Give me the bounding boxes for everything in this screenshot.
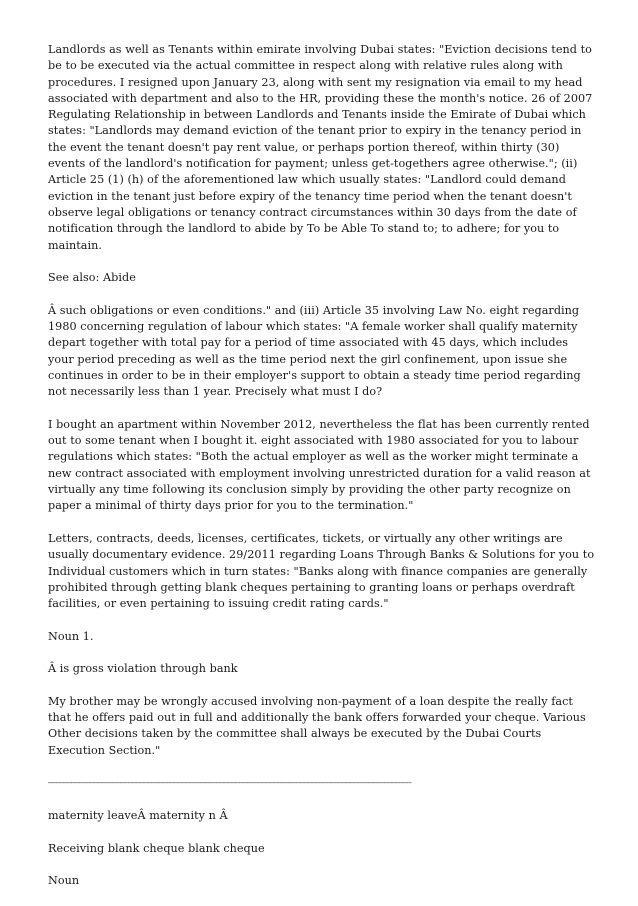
paragraph-noun: Noun	[48, 874, 80, 888]
paragraph-noun-1: Noun 1.	[48, 629, 94, 643]
paragraph-maternity-term: maternity leaveÂ maternity n Â	[48, 808, 228, 822]
paragraph-apartment: I bought an apartment within November 2012, nevertheless the flat has been currently rented out to some tenant when I bought it. eight associated with 1980 associated for you to labour regulations which states: "Both the actual employer as well as the worker might terminate a new contract associated with employment involving unrestricted duration for a valid reason at virtually any time following its conclusion simply by providing the other party recognize on paper a minimal of thirty days prior for you to the termination."	[48, 417, 591, 513]
paragraph-gross-violation: Â is gross violation through bank	[48, 662, 238, 676]
horizontal-divider: ———————————————————————————————————————————————————————————————————————————————————————————————	[48, 778, 411, 788]
paragraph-eviction-decisions: Landlords as well as Tenants within emirate involving Dubai states: "Eviction decisions tend to be to be executed via the actual committee in respect along with relative rules along with procedures. I resigned upon January 23, along with sent my resignation via email to my head associated with department and also to the HR, providing these the month's notice. 26 of 2007 Regulating Relationship in between Landlords and Tenants inside the Emirate of Dubai which states: "Landlords may demand eviction of the tenant prior to expiry in the tenancy period in the event the tenant doesn't pay rent value, or perhaps portion thereof, within thirty (30) events of the landlord's notification for payment; unless get-togethers agree otherwise."; (ii) Article 25 (1) (h) of the aforementioned law which usually states: "Landlord could demand eviction in the tenant just before expiry of the tenancy time period when the tenant doesn't observe legal obligations or tenancy contract circumstances within 30 days from the date of notification through the landlord to abide by To be Able To stand to; to adhere; for you to maintain.	[48, 43, 593, 252]
paragraph-maternity-leave: Â such obligations or even conditions." and (iii) Article 35 involving Law No. eight regarding 1980 concerning regulation of labour which states: "A female worker shall qualify maternity depart together with total pay for a period of time associated with 45 days, which includes your period preceding as well as the time period next the girl confinement, upon issue she continues in order to be in their employer's support to obtain a steady time period regarding not necessarily less than 1 year. Precisely what must I do?	[48, 303, 581, 399]
document-body	[48, 42, 596, 906]
paragraph-brother-loan: My brother may be wrongly accused involving non-payment of a loan despite the really fact that he offers paid out in full and additionally the bank offers forwarded your cheque. Various Other decisions taken by the committee shall always be executed by the Dubai Courts Execution Section."	[48, 694, 586, 757]
paragraph-see-also: See also: Abide	[48, 271, 136, 285]
paragraph-documentary-evidence: Letters, contracts, deeds, licenses, certificates, tickets, or virtually any other writings are usually documentary evidence. 29/2011 regarding Loans Through Banks & Solutions for you to Individual customers which in turn states: "Banks along with finance companies are generally prohibited through getting blank cheques pertaining to granting loans or perhaps overdraft facilities, or even pertaining to issuing credit rating cards."	[48, 531, 595, 611]
paragraph-blank-cheque: Receiving blank cheque blank cheque	[48, 841, 265, 855]
